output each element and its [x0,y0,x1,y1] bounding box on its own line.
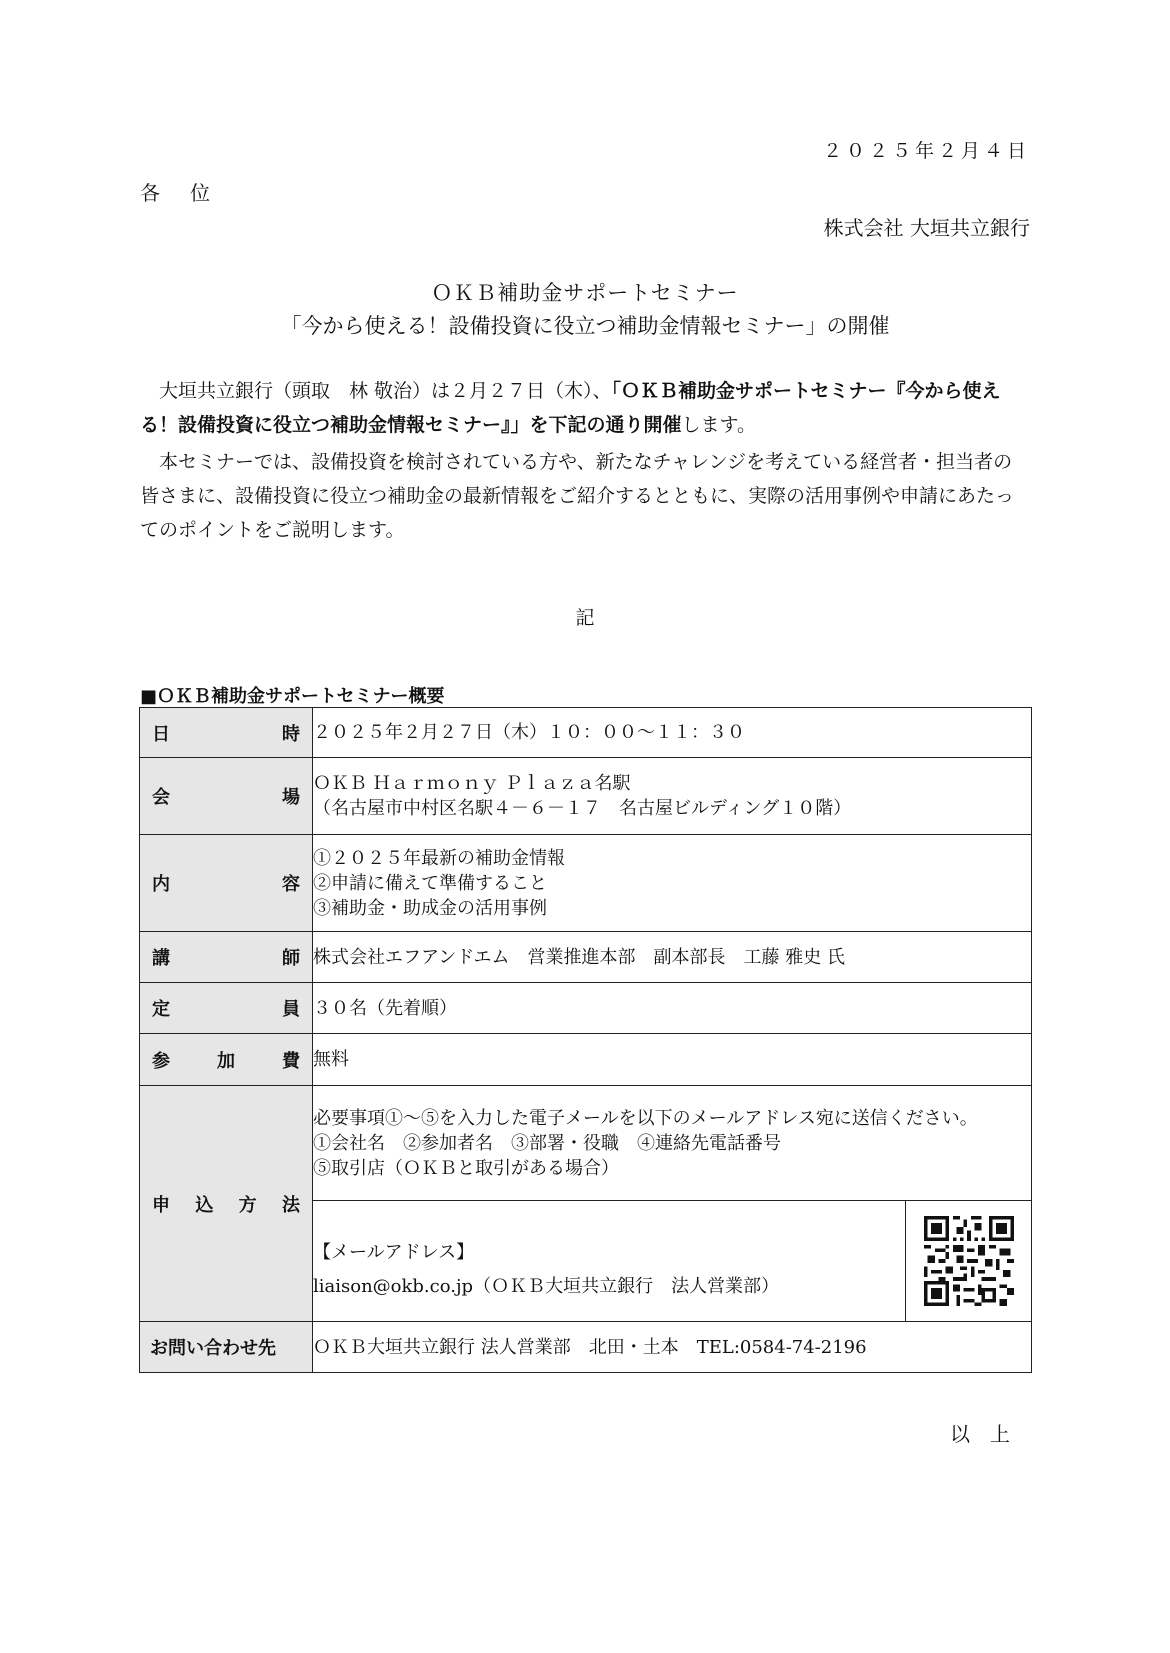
ki-marker: 記 [575,607,595,629]
table-row-contact [140,1322,1032,1373]
qr-code-cell [906,1201,1032,1322]
label-datetime: 日 時 [140,708,313,758]
content-item: ②申請に備えて準備すること [313,872,547,894]
label-capacity: 定 員 [140,983,313,1034]
intro-paragraph [140,374,1030,442]
table-row-datetime [140,708,1032,758]
qr-code-icon[interactable] [924,1216,1014,1306]
venue-address: （名古屋市中村区名駅４－６－１７ 名古屋ビルディング１０階） [313,798,852,819]
label-fee: 参 加 費 [140,1034,313,1086]
table-row-venue [140,758,1032,835]
table-row-apply [140,1086,1032,1201]
label-apply: 申 込 方 法 [140,1086,313,1322]
issuer: 株式会社 大垣共立銀行 [823,216,1030,240]
closing-mark: 以上 [950,1422,1030,1446]
apply-instruction: 必要事項①～⑤を入力した電子メールを以下のメールアドレス宛に送信ください。 [313,1107,978,1129]
section-title: ■ＯＫＢ補助金サポートセミナー概要 [140,686,445,707]
value-venue [313,758,1032,835]
addressee: 各位 [140,181,240,205]
label-content: 内 容 [140,835,313,932]
label-venue: 会 場 [140,758,313,835]
value-fee: 無料 [313,1034,1032,1086]
document-date: ２０２５年２月４日 [822,140,1030,162]
seminar-outline-table [139,707,1032,1373]
apply-fields-1: ①会社名 ②参加者名 ③部署・役職 ④連絡先電話番号 [313,1132,781,1154]
intro-text-bold: 「ＯＫＢ補助金サポートセミナー『今から使える！設備投資に役立つ補助金情報セミナー』」を下記の通り開催 [140,380,1001,436]
value-lecturer: 株式会社エフアンドエム 営業推進本部 副本部長 工藤 雅史 氏 [313,932,1032,983]
value-capacity: ３０名（先着順） [313,983,1032,1034]
table-row-fee [140,1034,1032,1086]
table-row-capacity [140,983,1032,1034]
value-mail [313,1201,906,1322]
intro-text-c: します。 [681,414,756,436]
label-contact: お問い合わせ先 [140,1322,313,1373]
value-contact: ＯＫＢ大垣共立銀行 法人営業部 北田・土本 TEL:0584-74-2196 [313,1322,1032,1373]
detail-paragraph: 本セミナーでは、設備投資を検討されている方や、新たなチャレンジを考えている経営者・担当者の皆さまに、設備投資に役立つ補助金の最新情報をご紹介するとともに、実際の活用事例や申請にあたってのポイントをご説明します。 [140,451,1015,541]
content-item: ①２０２５年最新の補助金情報 [313,847,565,869]
table-row-content [140,835,1032,932]
title-line-1: ＯＫＢ補助金サポートセミナー [431,281,739,305]
apply-fields-2: ⑤取引店（ＯＫＢと取引がある場合） [313,1157,619,1179]
value-datetime: ２０２５年２月２７日（木）１０：００～１１：３０ [313,708,1032,758]
mail-address-link[interactable]: liaison@okb.co.jp（ＯＫＢ大垣共立銀行 法人営業部） [313,1276,780,1297]
value-apply [313,1086,1032,1201]
mail-heading: 【メールアドレス】 [313,1242,475,1263]
content-item: ③補助金・助成金の活用事例 [313,897,547,919]
title-line-2: 「今から使える！設備投資に役立つ補助金情報セミナー」の開催 [280,314,890,338]
venue-name: ＯＫＢ Ｈａｒｍｏｎｙ Ｐｌａｚａ名駅 [313,773,631,794]
label-lecturer: 講 師 [140,932,313,983]
intro-text-a: 大垣共立銀行（頭取 林 敬治）は２月２７日（木）、 [140,380,612,402]
table-row-lecturer [140,932,1032,983]
value-content [313,835,1032,932]
